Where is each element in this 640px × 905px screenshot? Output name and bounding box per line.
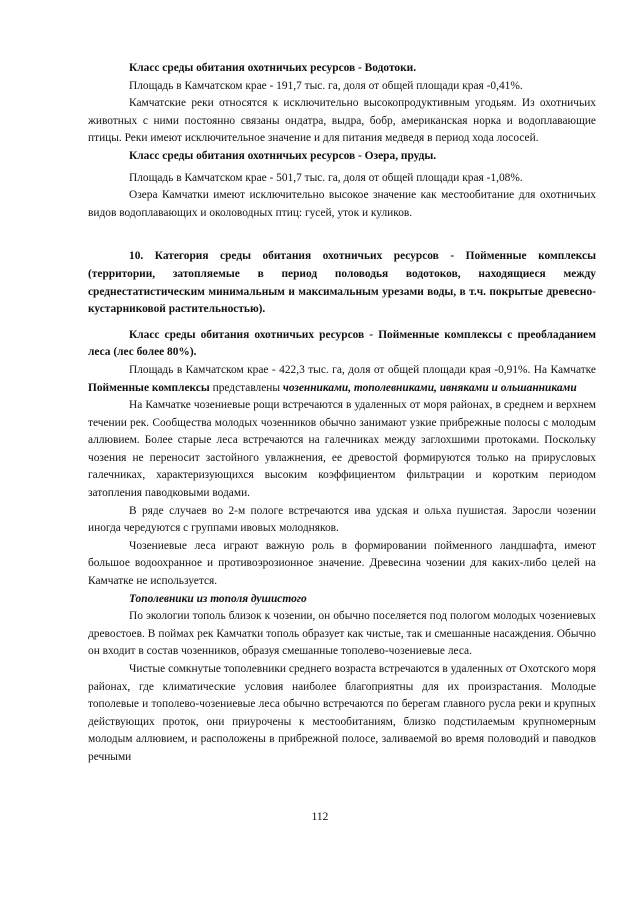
floodplain-forest-heading: Класс среды обитания охотничьих ресурсов - Пойменные комплексы с преобладанием леса (лес более 80%). (88, 328, 596, 359)
lakes-area: Площадь в Камчатском крае - 501,7 тыс. га, доля от общей площади края -1,08%. (129, 171, 523, 184)
poplar-para-1: По экологии тополь близок к чозении, он обычно поселяется под пологом молодых чозениевых древостоев. В поймах рек Камчатки тополь образует как чистые, так и смешанные насаждения. Обычно он входит в состав чозенников, образуя смешанные тополево-чозениевые леса. (88, 610, 596, 658)
category-10-heading: 10. Категория среды обитания охотничьих ресурсов - Пойменные комплексы (территории, затопляемые в период половодья водотоков, находящиеся между среднестатистическим минимальным и максимальным урезами воды, в т.ч. покрытые древесно-кустарниковой растительностью). (88, 250, 596, 316)
area-text-bold-italic: чозенниками, тополевниками, ивняками и ольшанниками (282, 381, 577, 394)
watercourses-text: Камчатские реки относятся к исключительно высокопродуктивным угодьям. Из охотничьих животных с ними постоянно связаны ондатра, выдра, бобр, американская норка и водоплавающие птицы. Реки имеют исключительное значение и для питания медведя в период хода лососей. (88, 97, 596, 145)
lakes-heading: Класс среды обитания охотничьих ресурсов - Озера, пруды. (129, 149, 437, 162)
area-text-start: Площадь в Камчатском крае - 422,3 тыс. га, доля от общей площади края -0,91%. На Камчатке (129, 363, 596, 376)
chosenia-para-2: В ряде случаев во 2-м пологе встречаются ива удская и ольха пушистая. Заросли чозении иногда чередуются с группами ивовых молодняков. (88, 504, 596, 535)
chosenia-para-3: Чозениевые леса играют важную роль в формировании пойменного ландшафта, имеют большое водоохранное и противоэрозионное значение. Древесина чозении для каких-либо целей на Камчатке не используется. (88, 539, 596, 588)
poplar-para-2: Чистые сомкнутые тополевники среднего возраста встречаются в удаленных от Охотского моря районах, где климатические условия наиболее благоприятны для их произрастания. Молодые тополевые и тополево-чозениевые леса обычно встречаются по берегам главного русла реки и крупных действующих проток, они приурочены к местообитаниям, близко подстилаемым крупномерным молодым аллювием, и расположены в прибрежной полосе, заливаемой во время половодий и паводков речными (88, 663, 596, 763)
lakes-text: Озера Камчатки имеют исключительно высокое значение как местообитание для охотничьих видов водоплавающих и околоводных птиц: гусей, уток и куликов. (88, 189, 596, 219)
area-text-bold: Пойменные комплексы (88, 381, 210, 394)
document-page (88, 60, 596, 767)
poplar-heading: Тополевники из тополя душистого (129, 592, 307, 605)
watercourses-heading: Класс среды обитания охотничьих ресурсов - Водотоки. (129, 62, 417, 74)
chosenia-para-1: На Камчатке чозениевые рощи встречаются в удаленных от моря районах, в среднем и верхнем течении рек. Сообщества молодых чозенников обычно занимают узкие прибрежные полосы с молодым аллювием. Более старые леса встречаются на галечниках между заглохшими протоками. Поскольку чозения не переносит застойного увлажнения, ее древостой формируются только на прирусловых галечниках, характеризующихся высоким коэффициентом фильтрации и коротким периодом затопления паводковыми водами. (88, 399, 596, 500)
page-number: 112 (311, 811, 329, 823)
floodplain-forest-area (88, 362, 596, 397)
watercourses-area: Площадь в Камчатском крае - 191,7 тыс. га, доля от общей площади края -0,41%. (129, 79, 523, 92)
area-text-mid: представлены (209, 381, 283, 394)
